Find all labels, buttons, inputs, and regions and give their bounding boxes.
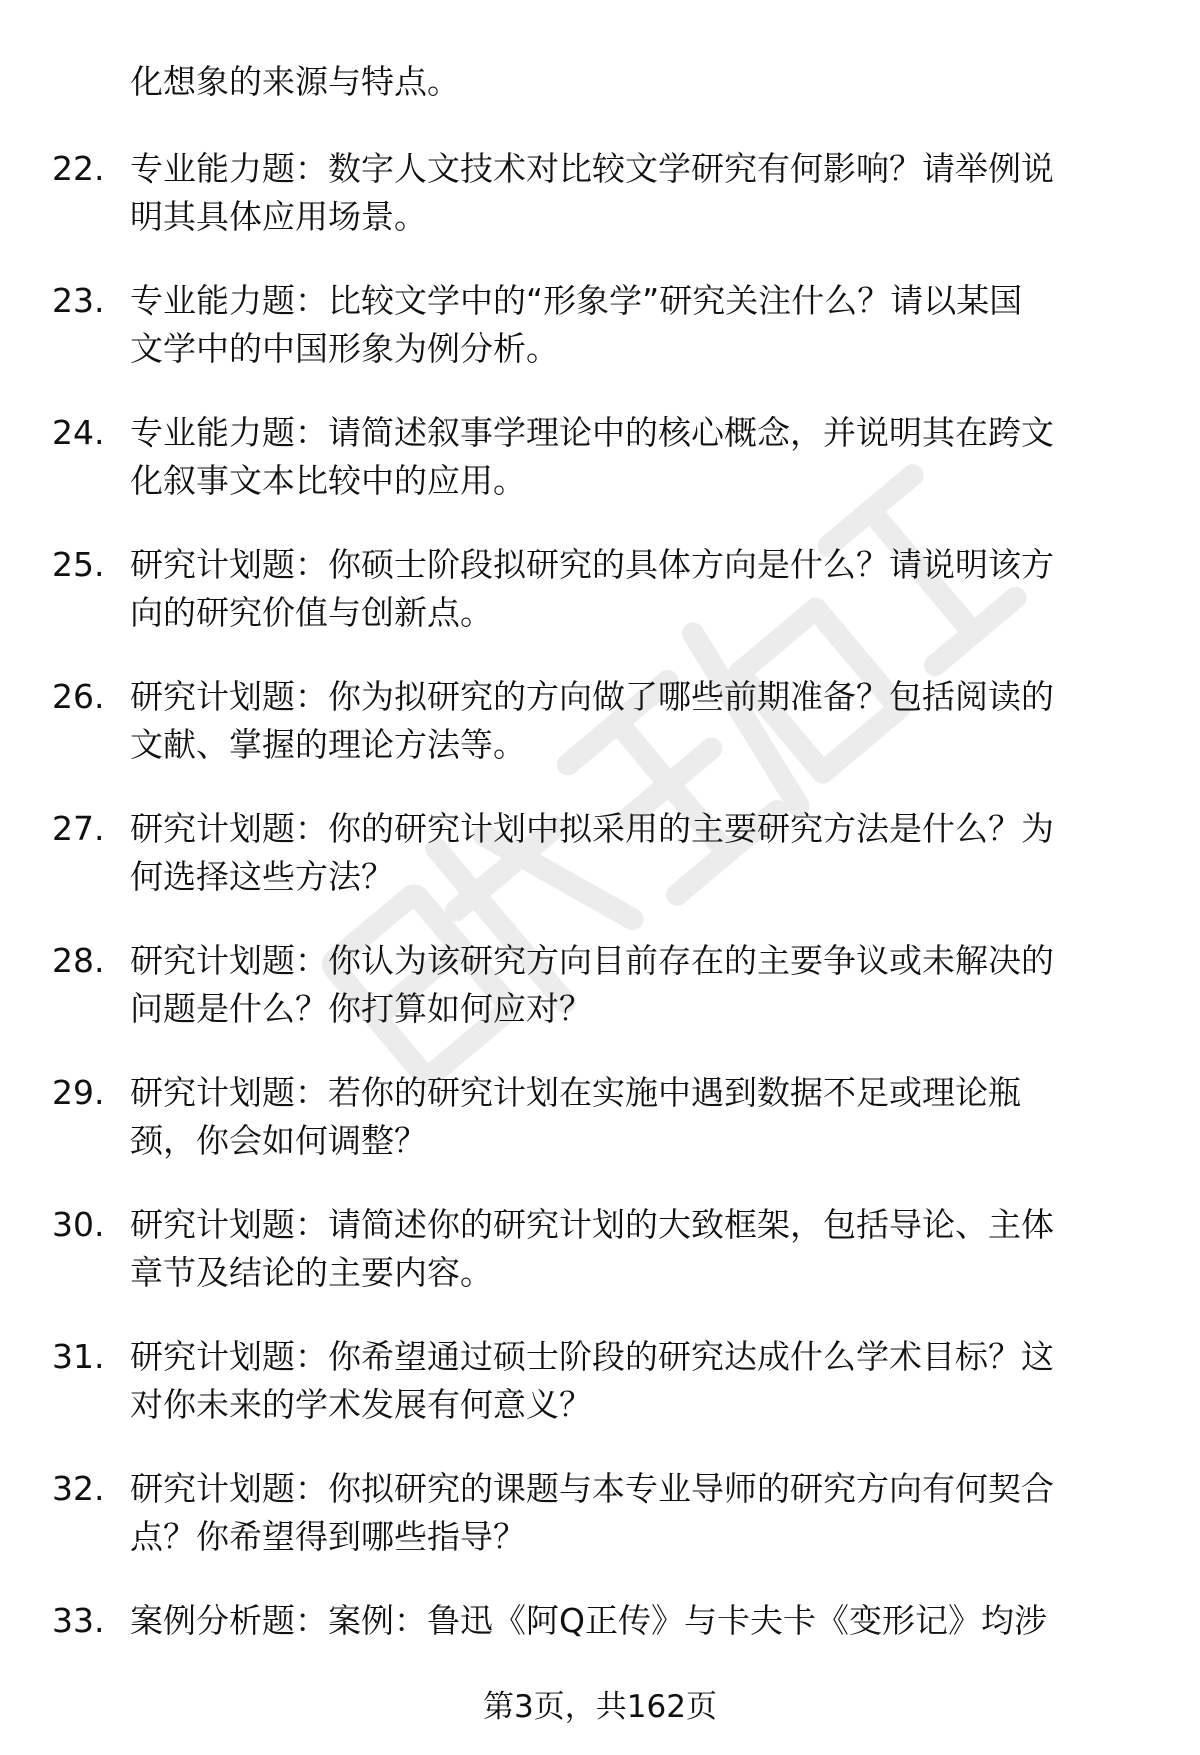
question-number: 26. [52, 677, 105, 716]
question-line: 研究计划题：你拟研究的课题与本专业导师的研究方向有何契合 [130, 1469, 1054, 1508]
list-item [0, 1201, 1200, 1333]
list-item [0, 673, 1200, 805]
list-item [0, 937, 1200, 1069]
list-item [0, 805, 1200, 937]
continuation-text: 化想象的来源与特点。 [130, 62, 460, 101]
question-text [130, 541, 1140, 637]
question-text [130, 937, 1140, 1033]
question-number: 24. [52, 413, 105, 452]
question-line: 文学中的中国形象为例分析。 [130, 329, 559, 368]
question-line: 点？你希望得到哪些指导？ [130, 1517, 526, 1556]
question-line: 研究计划题：请简述你的研究计划的大致框架，包括导论、主体 [130, 1205, 1054, 1244]
question-line: 化叙事文本比较中的应用。 [130, 461, 526, 500]
list-item [0, 277, 1200, 409]
question-number: 27. [52, 809, 105, 848]
question-line: 研究计划题：你为拟研究的方向做了哪些前期准备？包括阅读的 [130, 677, 1054, 716]
question-line: 何选择这些方法？ [130, 857, 394, 896]
question-line: 案例分析题：案例：鲁迅《阿Q正传》与卡夫卡《变形记》均涉 [130, 1601, 1047, 1640]
question-number: 22. [52, 149, 105, 188]
question-number: 33. [52, 1601, 105, 1640]
question-line: 章节及结论的主要内容。 [130, 1253, 493, 1292]
question-list [0, 145, 1200, 1729]
question-number: 30. [52, 1205, 105, 1244]
list-item [0, 145, 1200, 277]
list-item [0, 409, 1200, 541]
question-line: 研究计划题：你希望通过硕士阶段的研究达成什么学术目标？这 [130, 1337, 1054, 1376]
question-line: 专业能力题：比较文学中的“形象学”研究关注什么？请以某国 [130, 281, 1023, 320]
question-text [130, 1069, 1140, 1165]
question-line: 研究计划题：你的研究计划中拟采用的主要研究方法是什么？为 [130, 809, 1054, 848]
question-text [130, 1333, 1140, 1429]
list-item [0, 1465, 1200, 1597]
question-number: 29. [52, 1073, 105, 1112]
question-text [130, 805, 1140, 901]
question-line: 研究计划题：你硕士阶段拟研究的具体方向是什么？请说明该方 [130, 545, 1054, 584]
question-line: 研究计划题：若你的研究计划在实施中遇到数据不足或理论瓶 [130, 1073, 1021, 1112]
question-line: 问题是什么？你打算如何应对？ [130, 989, 592, 1028]
question-line: 对你未来的学术发展有何意义？ [130, 1385, 592, 1424]
question-line: 颈，你会如何调整？ [130, 1121, 427, 1160]
list-item [0, 541, 1200, 673]
list-item [0, 1069, 1200, 1201]
question-text [130, 277, 1140, 373]
question-number: 28. [52, 941, 105, 980]
question-number: 31. [52, 1337, 105, 1376]
question-text [130, 145, 1140, 241]
question-line: 明其具体应用场景。 [130, 197, 427, 236]
question-text [130, 1597, 1140, 1645]
question-line: 研究计划题：你认为该研究方向目前存在的主要争议或未解决的 [130, 941, 1054, 980]
page-footer: 第3页，共162页 [483, 1689, 717, 1725]
question-text [130, 409, 1140, 505]
question-line: 文献、掌握的理论方法等。 [130, 725, 526, 764]
question-text [130, 1465, 1140, 1561]
question-line: 专业能力题：数字人文技术对比较文学研究有何影响？请举例说 [130, 149, 1054, 188]
question-text [130, 1201, 1140, 1297]
question-text [130, 673, 1140, 769]
question-number: 25. [52, 545, 105, 584]
question-number: 23. [52, 281, 105, 320]
list-item [0, 1333, 1200, 1465]
question-number: 32. [52, 1469, 105, 1508]
question-line: 专业能力题：请简述叙事学理论中的核心概念，并说明其在跨文 [130, 413, 1054, 452]
question-line: 向的研究价值与创新点。 [130, 593, 493, 632]
